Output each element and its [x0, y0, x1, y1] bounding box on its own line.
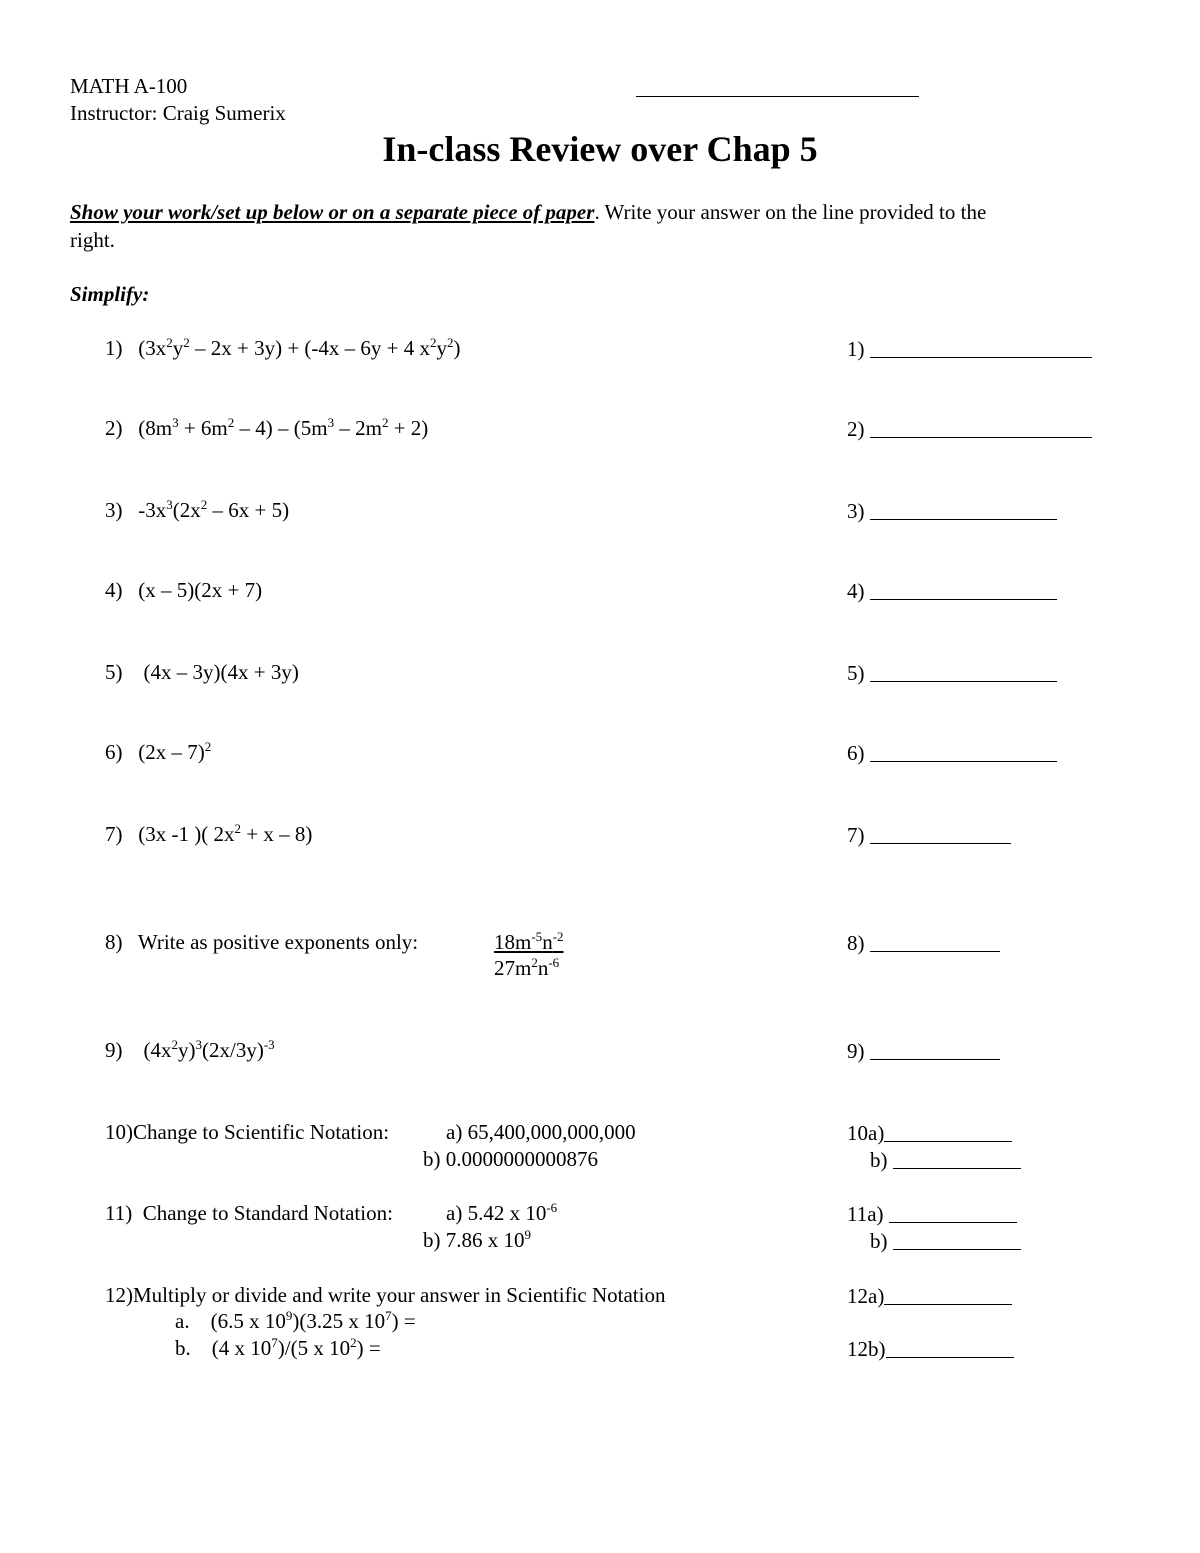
instructor-name: Instructor: Craig Sumerix: [70, 101, 286, 125]
problem-12b: [175, 1335, 381, 1360]
answer-9: [847, 1040, 1000, 1062]
answer-12b: [847, 1338, 1014, 1360]
problem-expression: (3x -1 )( $2x^2 + x - 8$): [138, 821, 313, 846]
problem-7: [105, 821, 313, 846]
answer-8: [847, 932, 1000, 954]
answer-blank[interactable]: [870, 1040, 1000, 1060]
answer-label: 7): [847, 823, 865, 847]
problem-number: 3): [105, 498, 123, 522]
problem-number: 2): [105, 416, 123, 440]
answer-label: 4): [847, 579, 865, 603]
exponent: 9: [524, 1227, 531, 1242]
problem-expression: $-3x^3(2x^2 - 6x + 5)$: [138, 497, 290, 522]
problem-11: [105, 1203, 393, 1224]
problem-12: [105, 1285, 665, 1306]
problem-number: 11): [105, 1201, 133, 1225]
answer-blank[interactable]: [870, 418, 1092, 438]
problem-expression: $(4x^2y)^3(2x/3y)^{-3}$: [143, 1037, 275, 1062]
course-code: MATH A-100: [70, 74, 188, 98]
problem-expression: (x – 5)(2x + 7): [138, 578, 263, 602]
name-line[interactable]: [636, 96, 919, 97]
problem-expression: $(8m^3 + 6m^2 - 4) - (5m^3 - 2m^2 + 2)$: [138, 415, 429, 440]
problem-number: 6): [105, 740, 123, 764]
problem-number: 9): [105, 1038, 123, 1062]
answer-11a: [847, 1203, 1017, 1225]
page-title: In-class Review over Chap 5: [382, 129, 818, 169]
problem-expression: (4x – 3y)(4x + 3y): [143, 660, 299, 684]
answer-label: 8): [847, 931, 865, 955]
answer-5: [847, 662, 1057, 684]
section-label: Simplify:: [70, 282, 150, 306]
instructions-emphasis: Show your work/set up below or on a separate piece of paper: [70, 200, 595, 224]
answer-label: 2): [847, 417, 865, 441]
problem-expression: (2x – 7)$^2$: [138, 739, 212, 764]
value-text: b) 7.86 x 10: [423, 1228, 525, 1252]
answer-blank[interactable]: [884, 1122, 1012, 1142]
fraction-numerator: $18m^{-5}n^{-2}$: [494, 929, 564, 954]
answer-blank[interactable]: [870, 662, 1057, 682]
answer-label: 6): [847, 741, 865, 765]
problem-10: [105, 1122, 389, 1143]
answer-label: b): [870, 1148, 888, 1172]
problem-4: [105, 580, 262, 601]
problem-9: [105, 1037, 275, 1062]
problem-number: 1): [105, 336, 123, 360]
problem-number: 4): [105, 578, 123, 602]
answer-10a: [847, 1122, 1012, 1144]
problem-2: [105, 415, 429, 440]
answer-2: [847, 418, 1092, 440]
answer-10b: [870, 1149, 1021, 1171]
problem-text: Change to Standard Notation:: [142, 1201, 393, 1225]
answer-label: b): [870, 1229, 888, 1253]
problem-number: 7): [105, 822, 123, 846]
exponent: -6: [546, 1200, 558, 1215]
problem-expression: $(3x^2y^2 - 2x + 3y) + (-4x - 6y + 4$ $x^2y^2$): [138, 335, 461, 360]
answer-7: [847, 824, 1011, 846]
problem-8: [105, 932, 418, 953]
answer-label: 12a): [847, 1284, 885, 1308]
answer-blank[interactable]: [893, 1230, 1021, 1250]
answer-1: [847, 338, 1092, 360]
answer-blank[interactable]: [886, 1338, 1014, 1358]
answer-blank[interactable]: [870, 742, 1057, 762]
instructions-text: . Write your answer on the line provided to the: [594, 200, 987, 224]
answer-blank[interactable]: [870, 824, 1011, 844]
problem-number: 12): [105, 1283, 133, 1307]
problem-10a: a) 65,400,000,000,000: [446, 1120, 636, 1144]
answer-blank[interactable]: [884, 1285, 1012, 1305]
problem-number: 8): [105, 930, 123, 954]
answer-label: 3): [847, 499, 865, 523]
answer-blank[interactable]: [870, 580, 1057, 600]
answer-label: 12b): [847, 1337, 886, 1361]
instructions: [70, 202, 986, 223]
instructions-continued: right.: [70, 228, 115, 252]
problem-expression: (6.5 x $10^9)(3.25$ x $10^7$) =: [210, 1308, 416, 1333]
problem-11a: [446, 1200, 558, 1225]
problem-12a: [175, 1308, 416, 1333]
answer-blank[interactable]: [893, 1149, 1021, 1169]
answer-label: 5): [847, 661, 865, 685]
answer-label: 10a): [847, 1121, 885, 1145]
problem-text: Change to Scientific Notation:: [133, 1120, 390, 1144]
answer-label: 9): [847, 1039, 865, 1063]
problem-expression: (4 x $10^7)/(5$ x $10^2$) =: [211, 1335, 381, 1360]
item-label: b.: [175, 1336, 191, 1360]
problem-text: Multiply or divide and write your answer in Scientific Notation: [133, 1283, 666, 1307]
problem-number: 10): [105, 1120, 133, 1144]
answer-blank[interactable]: [870, 500, 1057, 520]
answer-label: 11a): [847, 1202, 884, 1226]
answer-blank[interactable]: [870, 932, 1000, 952]
answer-4: [847, 580, 1057, 602]
problem-number: 5): [105, 660, 123, 684]
answer-blank[interactable]: [889, 1203, 1017, 1223]
problem-10b: b) 0.0000000000876: [423, 1147, 598, 1171]
answer-6: [847, 742, 1057, 764]
problem-5: [105, 662, 299, 683]
answer-11b: [870, 1230, 1021, 1252]
fraction-denominator: $27m^2n^{-6}$: [494, 955, 560, 980]
answer-12a: [847, 1285, 1012, 1307]
answer-label: 1): [847, 337, 865, 361]
answer-blank[interactable]: [870, 338, 1092, 358]
problem-text: Write as positive exponents only:: [137, 930, 419, 954]
answer-3: [847, 500, 1057, 522]
problem-3: [105, 497, 290, 522]
problem-1: [105, 335, 461, 360]
value-text: a) 5.42 x 10: [446, 1201, 547, 1225]
item-label: a.: [175, 1309, 190, 1333]
problem-6: [105, 739, 212, 764]
problem-11b: [423, 1227, 531, 1252]
